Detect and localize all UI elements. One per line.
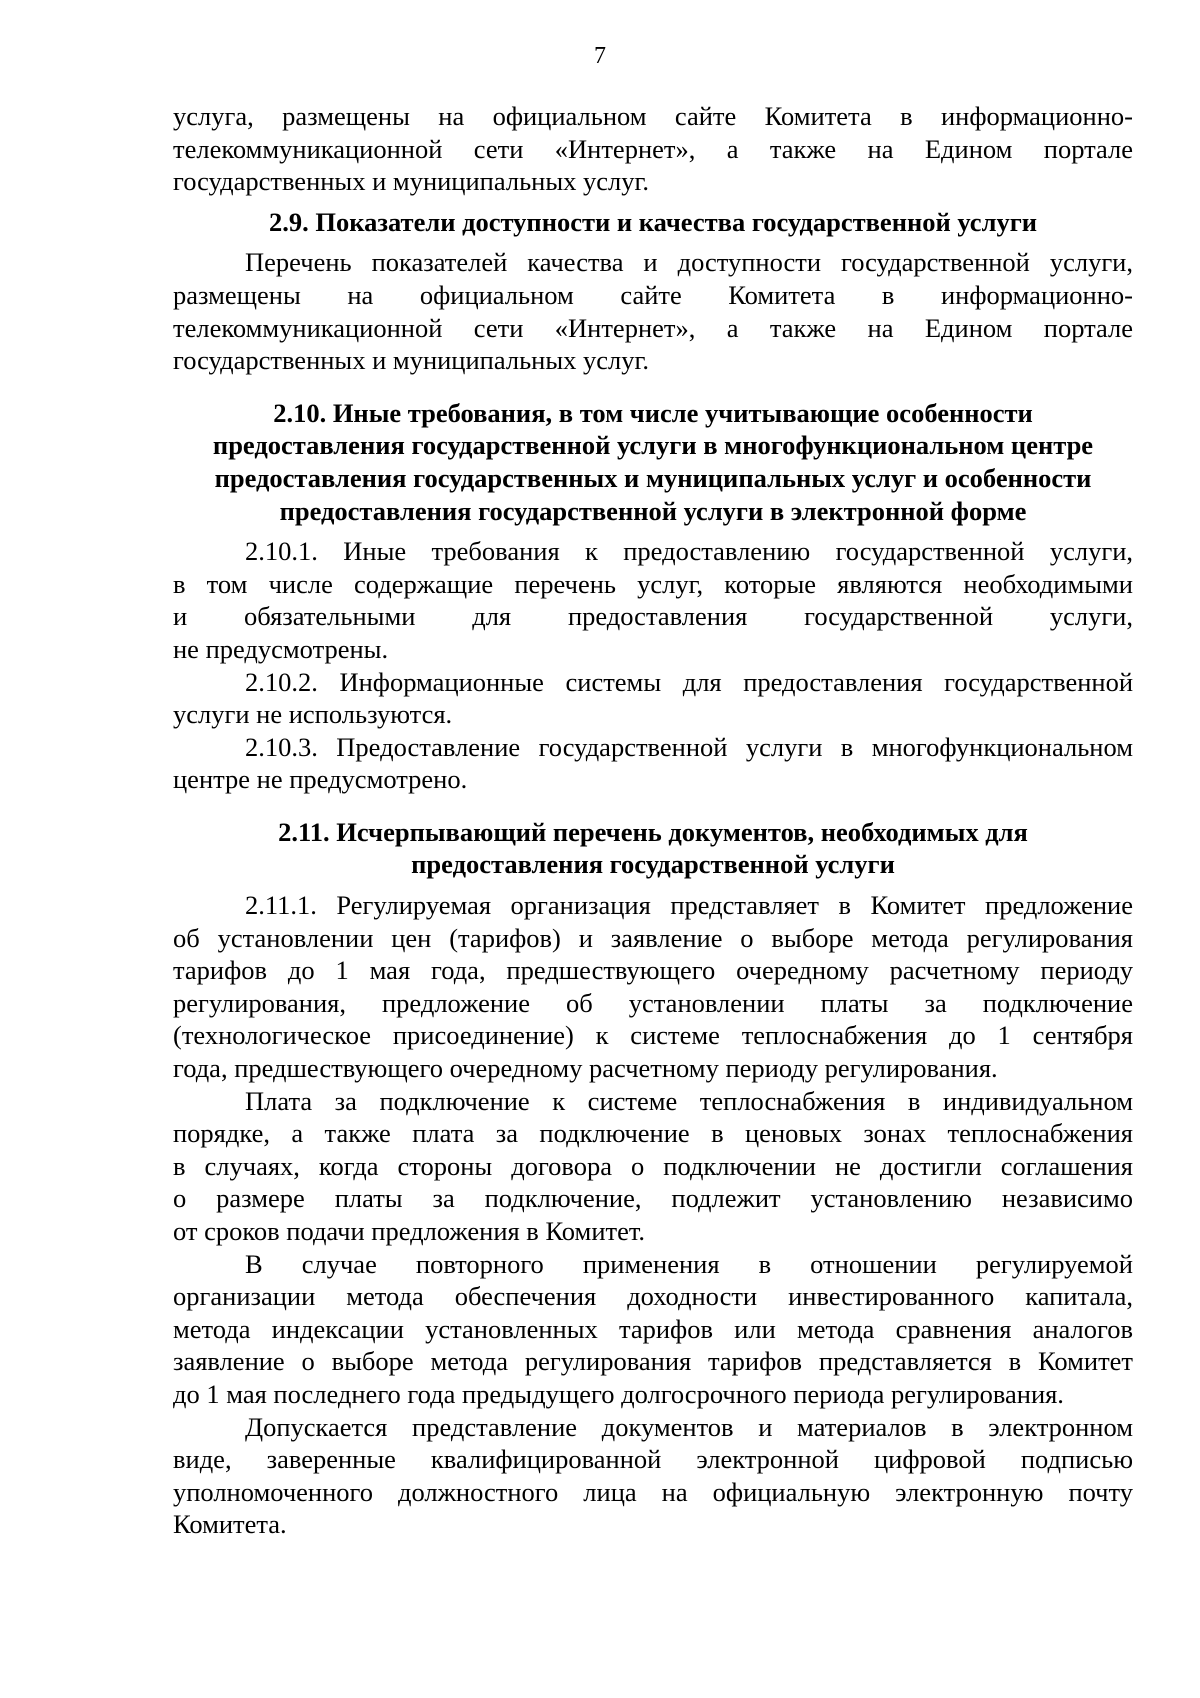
text-line: заявление о выборе метода регулирования тарифов представляется в Комитет [173, 1346, 1133, 1377]
section-2-11-electronic-paragraph [173, 1411, 1133, 1541]
section-2-11-fee-paragraph [173, 1085, 1133, 1248]
text-line: (технологическое присоединение) к системе теплоснабжения до 1 сентября [173, 1020, 1133, 1051]
text-line: 2.10.3. Предоставление государственной услуги в многофункциональном [245, 731, 1133, 762]
heading-line: предоставления государственной услуги в электронной форме [279, 495, 1027, 526]
text-line: 2.10.2. Информационные системы для предоставления государственной [245, 666, 1133, 697]
section-heading-2-9 [173, 206, 1133, 239]
text-line: государственных и муниципальных услуг. [173, 345, 650, 376]
text-line: года, предшествующего очередному расчетному периоду регулирования. [173, 1053, 998, 1084]
heading-line: 2.9. Показатели доступности и качества государственной услуги [268, 206, 1037, 237]
text-line: от сроков подачи предложения в Комитет. [173, 1216, 646, 1246]
text-line: 2.11.1. Регулируемая организация представляет в Комитет предложение [245, 890, 1133, 921]
text-line: порядке, а также плата за подключение в ценовых зонах теплоснабжения [173, 1118, 1133, 1149]
text-line: услуга, размещены на официальном сайте Комитета в информационно- [173, 101, 1133, 131]
text-line: о размере платы за подключение, подлежит установлению независимо [173, 1183, 1133, 1214]
text-line: тарифов до 1 мая года, предшествующего очередному расчетному периоду [173, 955, 1133, 986]
text-line: уполномоченного должностного лица на официальную электронную почту [173, 1476, 1133, 1507]
text-line: государственных и муниципальных услуг. [173, 166, 650, 197]
heading-line: предоставления государственных и муниципальных услуг и особенности [214, 462, 1092, 493]
heading-line: 2.11. Исчерпывающий перечень документов, необходимых для [278, 816, 1028, 847]
page-number: 7 [594, 43, 606, 69]
section-2-10-1-paragraph [173, 535, 1133, 665]
heading-line: предоставления государственной услуги в многофункциональном центре [212, 430, 1094, 461]
text-line: В случае повторного применения в отношении регулируемой [245, 1248, 1133, 1279]
text-line: услуги не используются. [173, 699, 453, 730]
section-heading-2-11 [173, 816, 1133, 881]
document-body [173, 100, 1133, 1541]
text-line: Плата за подключение к системе теплоснабжения в индивидуальном [245, 1085, 1133, 1116]
text-line: Перечень показателей качества и доступности государственной услуги, [245, 247, 1133, 278]
text-line: регулирования, предложение об установлении платы за подключение [173, 987, 1133, 1018]
section-2-10-3-paragraph [173, 731, 1133, 796]
text-line: не предусмотрены. [173, 633, 389, 664]
text-line: до 1 мая последнего года предыдущего долгосрочного периода регулирования. [173, 1378, 1064, 1409]
text-line: центре не предусмотрено. [173, 764, 468, 795]
text-line: 2.10.1. Иные требования к предоставлению государственной услуги, [245, 536, 1133, 567]
heading-line: 2.10. Иные требования, в том числе учитывающие особенности [273, 397, 1033, 428]
text-line: метода индексации установленных тарифов или метода сравнения аналогов [173, 1313, 1133, 1344]
text-line: Комитета. [173, 1509, 287, 1540]
text-line: в случаях, когда стороны договора о подключении не достигли соглашения [173, 1150, 1133, 1181]
text-line: и обязательными для предоставления государственной услуги, [173, 601, 1133, 632]
text-line: телекоммуникационной сети «Интернет», а также на Едином портале [173, 312, 1133, 343]
intro-paragraph [173, 100, 1133, 198]
text-line: размещены на официальном сайте Комитета в информационно- [173, 279, 1133, 310]
section-heading-2-10 [173, 397, 1133, 527]
section-2-9-paragraph [173, 246, 1133, 376]
text-line: в том числе содержащие перечень услуг, которые являются необходимыми [173, 568, 1133, 599]
text-line: организации метода обеспечения доходности инвестированного капитала, [173, 1281, 1133, 1312]
section-2-10-2-paragraph [173, 666, 1133, 731]
heading-line: предоставления государственной услуги [411, 849, 895, 880]
text-line: телекоммуникационной сети «Интернет», а также на Едином портале [173, 133, 1133, 164]
section-2-11-method-paragraph [173, 1248, 1133, 1411]
text-line: об установлении цен (тарифов) и заявление о выборе метода регулирования [173, 922, 1133, 953]
section-2-11-1-paragraph [173, 889, 1133, 1085]
text-line: Допускается представление документов и материалов в электронном [245, 1411, 1133, 1442]
text-line: виде, заверенные квалифицированной электронной цифровой подписью [173, 1444, 1133, 1475]
